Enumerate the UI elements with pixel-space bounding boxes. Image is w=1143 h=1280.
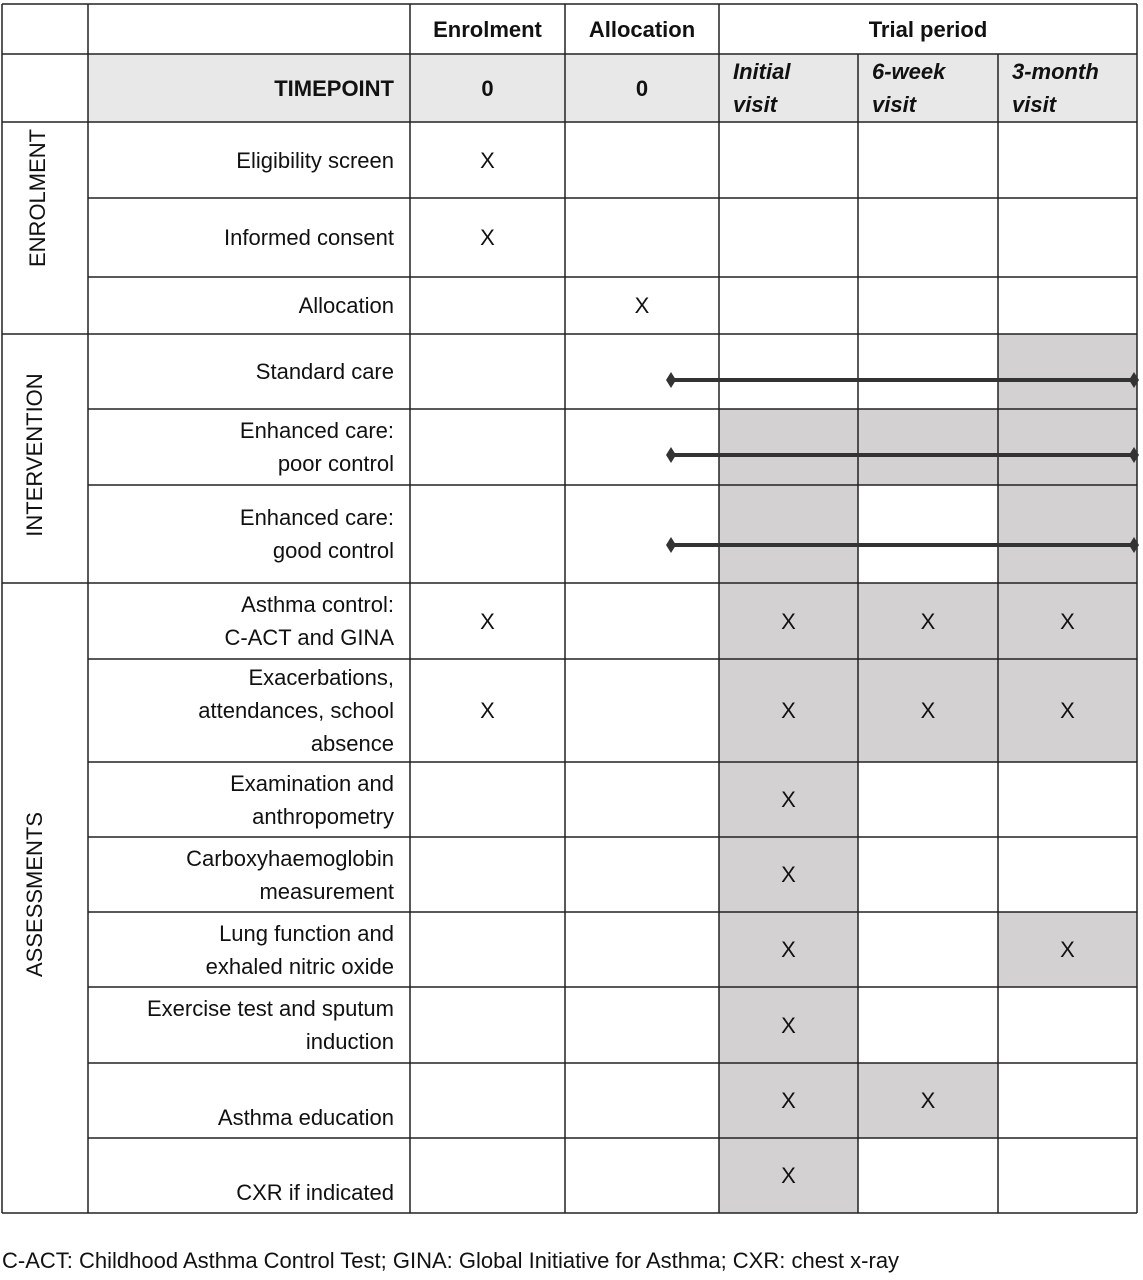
row-label: Enhanced care: good control — [239, 505, 394, 563]
schedule-mark: X — [781, 1163, 796, 1188]
schedule-mark — [998, 762, 1137, 837]
schedule-mark — [565, 198, 719, 277]
schedule-mark: X — [920, 698, 936, 723]
timepoint-label: TIMEPOINT — [274, 75, 394, 101]
schedule-mark — [998, 409, 1137, 485]
schedule-mark — [858, 1138, 998, 1213]
schedule-mark — [858, 987, 998, 1063]
schedule-mark — [565, 837, 719, 912]
schedule-mark: X — [480, 225, 495, 250]
schedule-mark: X — [781, 698, 796, 723]
schedule-mark — [858, 277, 998, 334]
schedule-mark — [410, 409, 565, 485]
visit-6-week: 6-week visit — [872, 59, 946, 117]
schedule-mark — [858, 122, 998, 198]
row-label: Exercise test and sputum induction — [146, 996, 394, 1054]
row-label: Standard care — [255, 359, 394, 384]
schedule-mark — [998, 198, 1137, 277]
schedule-mark: X — [920, 608, 936, 634]
schedule-mark — [410, 987, 565, 1063]
row-label: Carboxyhaemoglobin measurement — [186, 845, 394, 904]
schedule-mark — [410, 912, 565, 987]
schedule-mark — [410, 837, 565, 912]
phase-allocation-header: Allocation — [588, 16, 696, 42]
schedule-mark: X — [920, 1088, 936, 1113]
schedule-mark — [858, 485, 998, 583]
schedule-mark — [565, 583, 719, 659]
row-label: Exacerbations, attendances, school absence — [198, 665, 394, 756]
row-label: Allocation — [298, 293, 394, 318]
schedule-mark — [410, 485, 565, 583]
schedule-mark — [719, 198, 858, 277]
schedule-mark: X — [480, 608, 495, 634]
row-label: Lung function and exhaled nitric oxide — [205, 920, 394, 979]
schedule-mark: X — [1060, 608, 1075, 634]
schedule-mark — [565, 122, 719, 198]
section-enrolment-label: ENROLMENT — [25, 128, 50, 267]
schedule-mark — [719, 409, 858, 485]
schedule-mark — [565, 1138, 719, 1213]
schedule-mark — [858, 762, 998, 837]
schedule-mark — [858, 334, 998, 409]
schedule-mark — [998, 334, 1137, 409]
section-assessments-label: ASSESSMENTS — [22, 811, 47, 977]
schedule-mark — [998, 987, 1137, 1063]
schedule-mark — [410, 1138, 565, 1213]
schedule-mark: X — [634, 293, 650, 318]
row-label: Eligibility screen — [236, 147, 394, 173]
schedule-mark: X — [781, 1012, 796, 1038]
schedule-mark — [998, 1138, 1137, 1213]
schedule-mark — [565, 987, 719, 1063]
schedule-mark — [998, 277, 1137, 334]
schedule-mark — [410, 1063, 565, 1138]
visit-initial: Initial visit — [733, 59, 791, 117]
schedule-mark — [858, 198, 998, 277]
schedule-mark — [719, 334, 858, 409]
visit-3-month: 3-month visit — [1012, 59, 1099, 117]
schedule-mark — [858, 912, 998, 987]
schedule-mark — [565, 334, 719, 409]
phase-enrolment-header: Enrolment — [433, 16, 542, 42]
row-label: Enhanced care: poor control — [239, 418, 394, 476]
schedule-mark — [565, 1063, 719, 1138]
schedule-mark: X — [781, 608, 796, 634]
schedule-mark — [998, 1063, 1137, 1138]
schedule-mark — [410, 277, 565, 334]
schedule-mark — [858, 409, 998, 485]
schedule-mark: X — [480, 698, 495, 723]
footnote: C-ACT: Childhood Asthma Control Test; GINA: Global Initiative for Asthma; CXR: chest x-ray — [2, 1248, 900, 1273]
schedule-mark — [410, 334, 565, 409]
row-label: Asthma control: C-ACT and GINA — [224, 592, 394, 650]
schedule-mark — [719, 277, 858, 334]
schedule-mark: X — [781, 862, 796, 887]
row-label: Asthma education — [217, 1105, 394, 1130]
schedule-mark — [998, 485, 1137, 583]
schedule-mark: X — [1060, 937, 1075, 962]
phase-trial-header: Trial period — [868, 16, 988, 42]
section-intervention-label: INTERVENTION — [22, 373, 47, 537]
schedule-mark: X — [1060, 698, 1075, 723]
schedule-mark — [565, 409, 719, 485]
row-label: Informed consent — [224, 225, 394, 250]
schedule-mark: X — [781, 787, 796, 812]
row-label: CXR if indicated — [236, 1180, 394, 1205]
schedule-mark — [565, 912, 719, 987]
schedule-mark — [565, 659, 719, 762]
schedule-mark — [719, 485, 858, 583]
timepoint-enrolment: 0 — [481, 75, 494, 101]
schedule-mark — [998, 122, 1137, 198]
timepoint-allocation: 0 — [635, 75, 649, 101]
schedule-mark — [719, 122, 858, 198]
schedule-mark — [565, 762, 719, 837]
row-label: Examination and anthropometry — [230, 770, 394, 829]
schedule-mark — [858, 837, 998, 912]
schedule-mark — [565, 485, 719, 583]
schedule-mark: X — [781, 937, 796, 962]
schedule-mark: X — [781, 1088, 796, 1113]
schedule-mark — [998, 837, 1137, 912]
schedule-mark: X — [480, 147, 495, 173]
schedule-mark — [410, 762, 565, 837]
